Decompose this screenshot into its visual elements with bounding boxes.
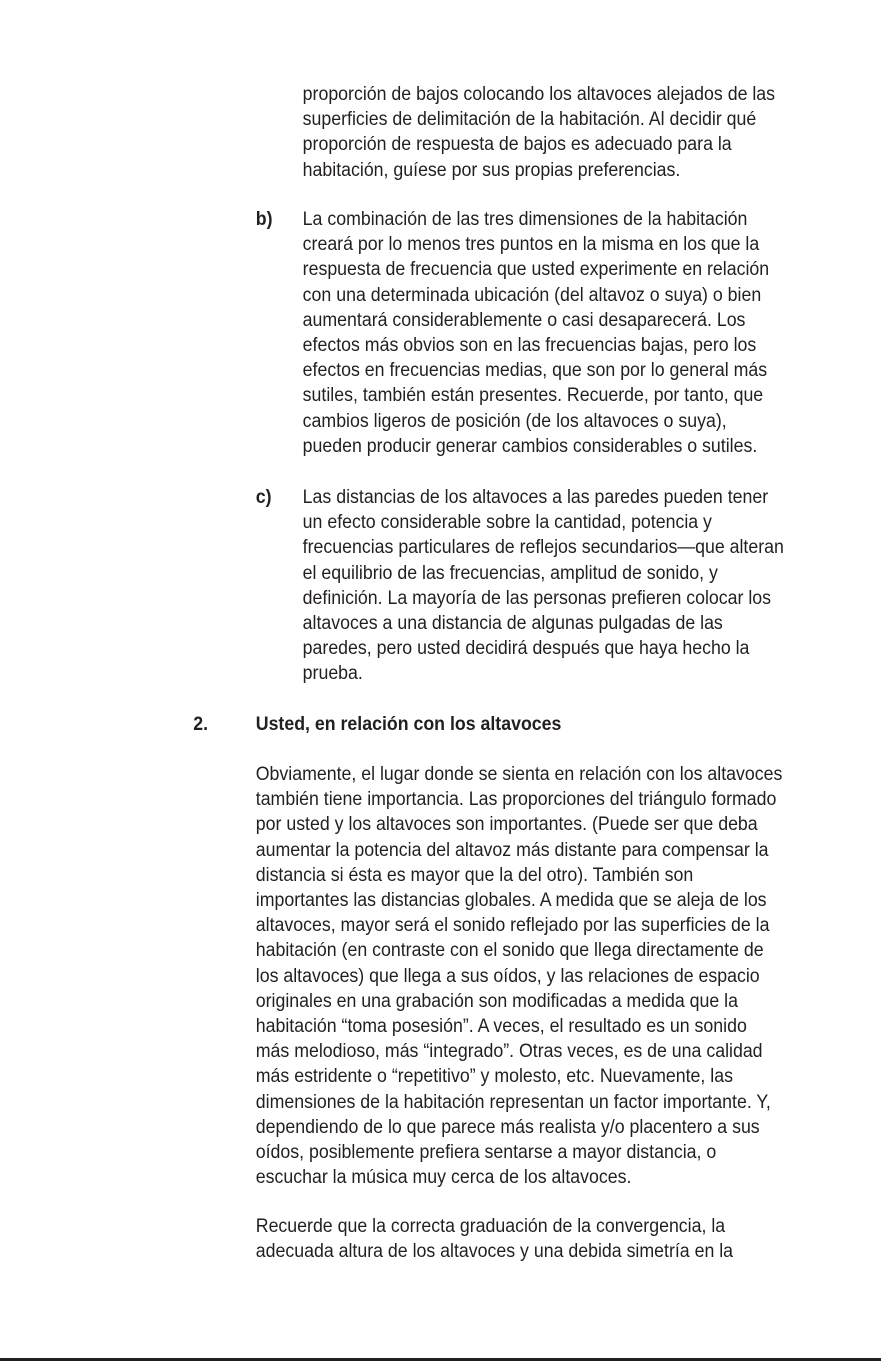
text-line: más estridente o “repetitivo” y molesto, etc. Nuevamente, las xyxy=(255,1066,733,1088)
text-line: dependiendo de lo que parece más realista y/o placentero a sus xyxy=(255,1116,760,1138)
text-line: Las distancias de los altavoces a las paredes pueden tener xyxy=(302,487,769,508)
body-paragraph xyxy=(256,1214,826,1264)
body-paragraph xyxy=(256,762,826,1190)
text-line: proporción de bajos colocando los altavoces alejados de las xyxy=(302,84,776,105)
text-line: altavoces a una distancia de algunas pulgadas de las xyxy=(302,613,723,635)
text-line: La combinación de las tres dimensiones de la habitación xyxy=(302,209,748,230)
text-line: cambios ligeros de posición (de los altavoces o suya), xyxy=(302,410,727,432)
text-line: Obviamente, el lugar donde se sienta en relación con los altavoces xyxy=(255,764,783,785)
text-line: adecuada altura de los altavoces y una debida simetría en la xyxy=(255,1241,734,1263)
text-line: prueba. xyxy=(302,663,363,685)
text-line: con una determinada ubicación (del altavoz o suya) o bien xyxy=(302,284,762,306)
list-item-b xyxy=(303,207,827,459)
text-line: más melodioso, más “integrado”. Otras veces, es de una calidad xyxy=(255,1041,763,1063)
section-number: 2. xyxy=(193,714,209,735)
text-line: por usted y los altavoces son importantes. (Puede ser que deba xyxy=(255,814,758,836)
text-line: creará por lo menos tres puntos en la misma en los que la xyxy=(302,234,760,256)
text-line: habitación (en contraste con el sonido que llega directamente de xyxy=(255,940,764,962)
text-line: altavoces, mayor será el sonido reflejado por las superficies de la xyxy=(255,915,770,937)
section-heading: Usted, en relación con los altavoces xyxy=(255,714,562,735)
text-line: un efecto considerable sobre la cantidad, potencia y xyxy=(302,512,712,534)
list-marker-c: c) xyxy=(255,487,272,508)
text-line: aumentará considerablemente o casi desaparecerá. Los xyxy=(302,309,746,331)
text-line: frecuencias particulares de reflejos secundarios—que alteran xyxy=(302,537,784,559)
text-line: el equilibrio de las frecuencias, amplitud de sonido, y xyxy=(302,562,718,584)
text-line: sutiles, también están presentes. Recuerde, por tanto, que xyxy=(302,385,764,407)
list-marker-b: b) xyxy=(255,209,273,230)
text-line: definición. La mayoría de las personas prefieren colocar los xyxy=(302,587,772,609)
list-item-c xyxy=(303,485,827,687)
text-line: Recuerde que la correcta graduación de la convergencia, la xyxy=(255,1216,726,1237)
text-line: dimensiones de la habitación representan un factor importante. Y, xyxy=(255,1091,771,1113)
text-line: efectos más obvios son en las frecuencias bajas, pero los xyxy=(302,335,757,357)
text-line: importantes las distancias globales. A medida que se aleja de los xyxy=(255,890,767,912)
text-line: escuchar la música muy cerca de los altavoces. xyxy=(255,1167,632,1189)
text-line: los altavoces) que llega a sus oídos, y las relaciones de espacio xyxy=(255,965,760,987)
text-line: proporción de respuesta de bajos es adecuado para la xyxy=(302,134,732,156)
text-line: respuesta de frecuencia que usted experimente en relación xyxy=(302,259,770,281)
text-line: oídos, posiblemente prefiera sentarse a mayor distancia, o xyxy=(255,1142,717,1164)
text-line: aumentar la potencia del altavoz más distante para compensar la xyxy=(255,839,769,861)
text-line: también tiene importancia. Las proporciones del triángulo formado xyxy=(255,789,777,811)
text-line: habitación, guíese por sus propias preferencias. xyxy=(302,159,681,181)
text-line: pueden producir generar cambios considerables o sutiles. xyxy=(302,435,758,457)
text-line: originales en una grabación son modificadas a medida que la xyxy=(255,990,738,1012)
text-line: distancia si ésta es mayor que la del otro). También son xyxy=(255,864,694,886)
text-line: habitación “toma posesión”. A veces, el resultado es un sonido xyxy=(255,1016,747,1038)
intro-paragraph xyxy=(303,82,827,183)
text-line: efectos en frecuencias medias, que son por lo general más xyxy=(302,360,768,382)
text-line: paredes, pero usted decidirá después que haya hecho la xyxy=(302,638,750,660)
text-line: superficies de delimitación de la habitación. Al decidir qué xyxy=(302,109,757,131)
